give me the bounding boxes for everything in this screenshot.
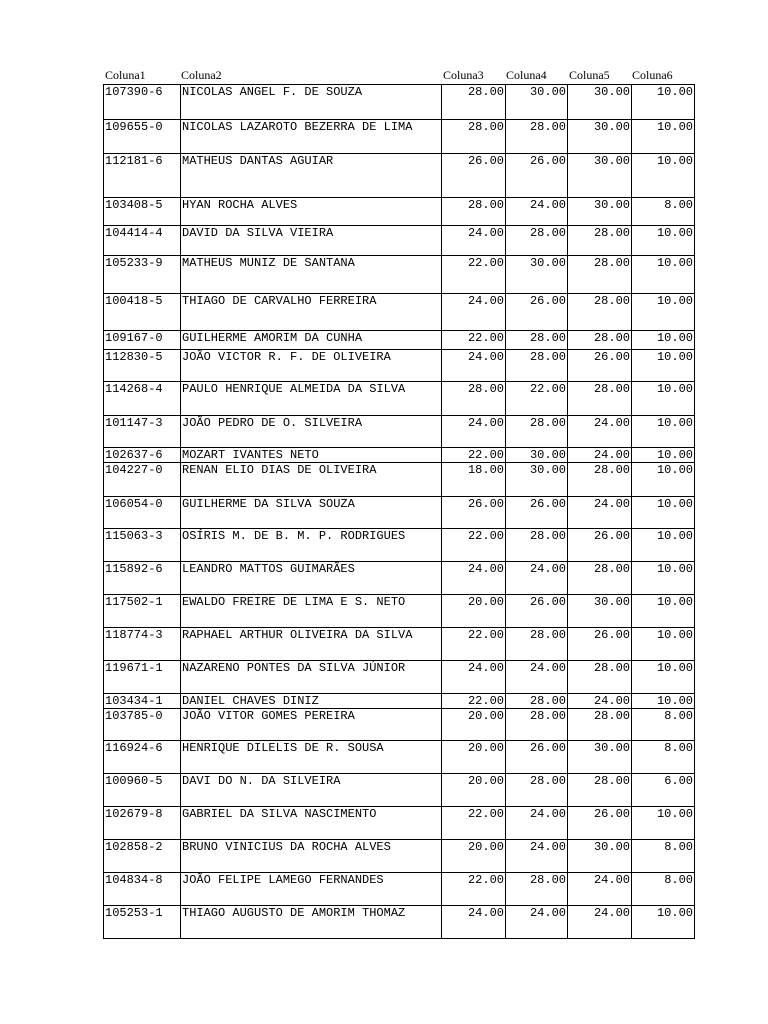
cell-coluna5: 24.00 bbox=[568, 497, 632, 529]
header-coluna3: Coluna3 bbox=[443, 68, 484, 82]
cell-coluna4: 24.00 bbox=[506, 840, 568, 873]
cell-coluna2: DANIEL CHAVES DINIZ bbox=[181, 694, 442, 709]
cell-coluna3: 20.00 bbox=[442, 741, 506, 774]
cell-coluna2: HENRIQUE DILELIS DE R. SOUSA bbox=[181, 741, 442, 774]
cell-coluna1: 112181-6 bbox=[104, 154, 181, 198]
table-row bbox=[104, 774, 695, 807]
cell-coluna4: 22.00 bbox=[506, 382, 568, 416]
cell-coluna6: 10.00 bbox=[632, 120, 695, 154]
cell-coluna2: LEANDRO MATTOS GUIMARÃES bbox=[181, 562, 442, 595]
table-row bbox=[104, 906, 695, 939]
cell-coluna6: 10.00 bbox=[632, 85, 695, 120]
cell-coluna1: 104227-0 bbox=[104, 463, 181, 497]
table-row bbox=[104, 448, 695, 463]
cell-coluna2: GUILHERME DA SILVA SOUZA bbox=[181, 497, 442, 529]
cell-coluna6: 10.00 bbox=[632, 331, 695, 350]
table-row bbox=[104, 741, 695, 774]
cell-coluna2: JOÃO PEDRO DE O. SILVEIRA bbox=[181, 416, 442, 448]
cell-coluna3: 22.00 bbox=[442, 873, 506, 906]
cell-coluna5: 30.00 bbox=[568, 595, 632, 628]
cell-coluna5: 24.00 bbox=[568, 448, 632, 463]
cell-coluna3: 22.00 bbox=[442, 331, 506, 350]
cell-coluna5: 24.00 bbox=[568, 906, 632, 939]
cell-coluna4: 28.00 bbox=[506, 350, 568, 382]
cell-coluna5: 28.00 bbox=[568, 382, 632, 416]
cell-coluna5: 30.00 bbox=[568, 840, 632, 873]
cell-coluna1: 103785-0 bbox=[104, 709, 181, 741]
column-headers bbox=[0, 67, 768, 83]
table-row bbox=[104, 382, 695, 416]
cell-coluna5: 30.00 bbox=[568, 741, 632, 774]
cell-coluna4: 30.00 bbox=[506, 85, 568, 120]
cell-coluna6: 10.00 bbox=[632, 382, 695, 416]
cell-coluna6: 10.00 bbox=[632, 226, 695, 256]
cell-coluna5: 30.00 bbox=[568, 85, 632, 120]
table-row bbox=[104, 416, 695, 448]
cell-coluna2: NICOLAS LAZAROTO BEZERRA DE LIMA bbox=[181, 120, 442, 154]
cell-coluna1: 109655-0 bbox=[104, 120, 181, 154]
cell-coluna5: 24.00 bbox=[568, 694, 632, 709]
cell-coluna5: 24.00 bbox=[568, 416, 632, 448]
cell-coluna2: EWALDO FREIRE DE LIMA E S. NETO bbox=[181, 595, 442, 628]
cell-coluna3: 28.00 bbox=[442, 85, 506, 120]
cell-coluna1: 102679-8 bbox=[104, 807, 181, 840]
cell-coluna2: JOÃO VITOR GOMES PEREIRA bbox=[181, 709, 442, 741]
cell-coluna4: 30.00 bbox=[506, 463, 568, 497]
cell-coluna1: 100418-5 bbox=[104, 294, 181, 331]
cell-coluna6: 8.00 bbox=[632, 840, 695, 873]
table-row bbox=[104, 198, 695, 226]
cell-coluna6: 10.00 bbox=[632, 497, 695, 529]
cell-coluna5: 28.00 bbox=[568, 661, 632, 694]
cell-coluna3: 22.00 bbox=[442, 807, 506, 840]
cell-coluna5: 26.00 bbox=[568, 529, 632, 562]
header-coluna5: Coluna5 bbox=[569, 68, 610, 82]
cell-coluna3: 24.00 bbox=[442, 294, 506, 331]
cell-coluna5: 24.00 bbox=[568, 873, 632, 906]
cell-coluna2: THIAGO AUGUSTO DE AMORIM THOMAZ bbox=[181, 906, 442, 939]
table-row bbox=[104, 226, 695, 256]
cell-coluna3: 24.00 bbox=[442, 562, 506, 595]
cell-coluna3: 22.00 bbox=[442, 529, 506, 562]
table-row bbox=[104, 807, 695, 840]
cell-coluna6: 8.00 bbox=[632, 873, 695, 906]
cell-coluna2: MOZART IVANTES NETO bbox=[181, 448, 442, 463]
cell-coluna4: 24.00 bbox=[506, 562, 568, 595]
cell-coluna3: 18.00 bbox=[442, 463, 506, 497]
cell-coluna4: 26.00 bbox=[506, 741, 568, 774]
cell-coluna5: 30.00 bbox=[568, 198, 632, 226]
cell-coluna6: 8.00 bbox=[632, 741, 695, 774]
cell-coluna3: 20.00 bbox=[442, 709, 506, 741]
cell-coluna1: 119671-1 bbox=[104, 661, 181, 694]
table-row bbox=[104, 120, 695, 154]
cell-coluna4: 26.00 bbox=[506, 497, 568, 529]
cell-coluna5: 28.00 bbox=[568, 294, 632, 331]
cell-coluna1: 102858-2 bbox=[104, 840, 181, 873]
cell-coluna1: 105233-9 bbox=[104, 256, 181, 294]
cell-coluna1: 116924-6 bbox=[104, 741, 181, 774]
cell-coluna5: 28.00 bbox=[568, 226, 632, 256]
table-row bbox=[104, 661, 695, 694]
cell-coluna4: 28.00 bbox=[506, 694, 568, 709]
table-row bbox=[104, 463, 695, 497]
cell-coluna5: 28.00 bbox=[568, 562, 632, 595]
cell-coluna1: 106054-0 bbox=[104, 497, 181, 529]
cell-coluna2: JOÃO FELIPE LAMEGO FERNANDES bbox=[181, 873, 442, 906]
cell-coluna6: 10.00 bbox=[632, 807, 695, 840]
cell-coluna2: JOÃO VICTOR R. F. DE OLIVEIRA bbox=[181, 350, 442, 382]
table-row bbox=[104, 562, 695, 595]
cell-coluna1: 109167-0 bbox=[104, 331, 181, 350]
cell-coluna5: 28.00 bbox=[568, 709, 632, 741]
cell-coluna4: 28.00 bbox=[506, 226, 568, 256]
cell-coluna3: 22.00 bbox=[442, 256, 506, 294]
cell-coluna2: BRUNO VINICIUS DA ROCHA ALVES bbox=[181, 840, 442, 873]
data-table bbox=[103, 84, 695, 939]
cell-coluna3: 24.00 bbox=[442, 416, 506, 448]
cell-coluna1: 115063-3 bbox=[104, 529, 181, 562]
table-row bbox=[104, 256, 695, 294]
cell-coluna3: 24.00 bbox=[442, 226, 506, 256]
cell-coluna4: 30.00 bbox=[506, 448, 568, 463]
header-coluna6: Coluna6 bbox=[632, 68, 673, 82]
cell-coluna6: 10.00 bbox=[632, 628, 695, 661]
cell-coluna3: 22.00 bbox=[442, 628, 506, 661]
cell-coluna3: 20.00 bbox=[442, 595, 506, 628]
cell-coluna2: PAULO HENRIQUE ALMEIDA DA SILVA bbox=[181, 382, 442, 416]
cell-coluna1: 112830-5 bbox=[104, 350, 181, 382]
cell-coluna1: 104834-8 bbox=[104, 873, 181, 906]
header-coluna2: Coluna2 bbox=[181, 68, 222, 82]
cell-coluna4: 24.00 bbox=[506, 906, 568, 939]
cell-coluna2: DAVID DA SILVA VIEIRA bbox=[181, 226, 442, 256]
cell-coluna4: 30.00 bbox=[506, 256, 568, 294]
cell-coluna6: 10.00 bbox=[632, 256, 695, 294]
cell-coluna6: 10.00 bbox=[632, 529, 695, 562]
cell-coluna4: 28.00 bbox=[506, 709, 568, 741]
cell-coluna6: 10.00 bbox=[632, 562, 695, 595]
cell-coluna1: 115892-6 bbox=[104, 562, 181, 595]
table-row bbox=[104, 529, 695, 562]
cell-coluna2: DAVI DO N. DA SILVEIRA bbox=[181, 774, 442, 807]
cell-coluna3: 20.00 bbox=[442, 840, 506, 873]
cell-coluna6: 10.00 bbox=[632, 154, 695, 198]
cell-coluna3: 22.00 bbox=[442, 694, 506, 709]
cell-coluna6: 8.00 bbox=[632, 709, 695, 741]
cell-coluna3: 26.00 bbox=[442, 154, 506, 198]
cell-coluna4: 24.00 bbox=[506, 198, 568, 226]
cell-coluna6: 10.00 bbox=[632, 416, 695, 448]
table-row bbox=[104, 331, 695, 350]
table-row bbox=[104, 85, 695, 120]
cell-coluna6: 10.00 bbox=[632, 463, 695, 497]
cell-coluna5: 28.00 bbox=[568, 463, 632, 497]
cell-coluna4: 26.00 bbox=[506, 154, 568, 198]
cell-coluna2: MATHEUS MUNIZ DE SANTANA bbox=[181, 256, 442, 294]
cell-coluna1: 100960-5 bbox=[104, 774, 181, 807]
cell-coluna3: 24.00 bbox=[442, 906, 506, 939]
cell-coluna1: 103408-5 bbox=[104, 198, 181, 226]
cell-coluna6: 10.00 bbox=[632, 906, 695, 939]
cell-coluna1: 101147-3 bbox=[104, 416, 181, 448]
cell-coluna4: 28.00 bbox=[506, 529, 568, 562]
cell-coluna2: NICOLAS ANGEL F. DE SOUZA bbox=[181, 85, 442, 120]
cell-coluna4: 24.00 bbox=[506, 661, 568, 694]
cell-coluna3: 20.00 bbox=[442, 774, 506, 807]
cell-coluna2: RAPHAEL ARTHUR OLIVEIRA DA SILVA bbox=[181, 628, 442, 661]
cell-coluna1: 118774-3 bbox=[104, 628, 181, 661]
cell-coluna4: 28.00 bbox=[506, 331, 568, 350]
cell-coluna2: GUILHERME AMORIM DA CUNHA bbox=[181, 331, 442, 350]
cell-coluna5: 28.00 bbox=[568, 774, 632, 807]
cell-coluna1: 104414-4 bbox=[104, 226, 181, 256]
cell-coluna4: 26.00 bbox=[506, 595, 568, 628]
cell-coluna5: 26.00 bbox=[568, 628, 632, 661]
cell-coluna2: OSÍRIS M. DE B. M. P. RODRIGUES bbox=[181, 529, 442, 562]
cell-coluna3: 28.00 bbox=[442, 120, 506, 154]
cell-coluna3: 24.00 bbox=[442, 350, 506, 382]
cell-coluna5: 26.00 bbox=[568, 807, 632, 840]
table-row bbox=[104, 709, 695, 741]
cell-coluna2: HYAN ROCHA ALVES bbox=[181, 198, 442, 226]
cell-coluna5: 30.00 bbox=[568, 120, 632, 154]
cell-coluna2: THIAGO DE CARVALHO FERREIRA bbox=[181, 294, 442, 331]
cell-coluna4: 26.00 bbox=[506, 294, 568, 331]
cell-coluna2: NAZARENO PONTES DA SILVA JÚNIOR bbox=[181, 661, 442, 694]
cell-coluna6: 10.00 bbox=[632, 448, 695, 463]
cell-coluna6: 10.00 bbox=[632, 661, 695, 694]
cell-coluna3: 28.00 bbox=[442, 198, 506, 226]
cell-coluna2: MATHEUS DANTAS AGUIAR bbox=[181, 154, 442, 198]
cell-coluna6: 10.00 bbox=[632, 294, 695, 331]
cell-coluna4: 28.00 bbox=[506, 873, 568, 906]
cell-coluna1: 114268-4 bbox=[104, 382, 181, 416]
cell-coluna4: 28.00 bbox=[506, 774, 568, 807]
cell-coluna4: 28.00 bbox=[506, 120, 568, 154]
cell-coluna3: 28.00 bbox=[442, 382, 506, 416]
cell-coluna4: 28.00 bbox=[506, 628, 568, 661]
cell-coluna2: GABRIEL DA SILVA NASCIMENTO bbox=[181, 807, 442, 840]
cell-coluna3: 24.00 bbox=[442, 661, 506, 694]
table-row bbox=[104, 497, 695, 529]
table-row bbox=[104, 873, 695, 906]
cell-coluna5: 30.00 bbox=[568, 154, 632, 198]
cell-coluna1: 117502-1 bbox=[104, 595, 181, 628]
header-coluna1: Coluna1 bbox=[105, 68, 146, 82]
cell-coluna6: 10.00 bbox=[632, 694, 695, 709]
table-body bbox=[104, 85, 695, 939]
cell-coluna6: 6.00 bbox=[632, 774, 695, 807]
cell-coluna4: 28.00 bbox=[506, 416, 568, 448]
table-row bbox=[104, 694, 695, 709]
table-row bbox=[104, 154, 695, 198]
cell-coluna1: 105253-1 bbox=[104, 906, 181, 939]
cell-coluna2: RENAN ELIO DIAS DE OLIVEIRA bbox=[181, 463, 442, 497]
cell-coluna6: 8.00 bbox=[632, 198, 695, 226]
cell-coluna5: 28.00 bbox=[568, 331, 632, 350]
table-row bbox=[104, 628, 695, 661]
cell-coluna6: 10.00 bbox=[632, 595, 695, 628]
header-coluna4: Coluna4 bbox=[506, 68, 547, 82]
cell-coluna1: 102637-6 bbox=[104, 448, 181, 463]
cell-coluna5: 28.00 bbox=[568, 256, 632, 294]
table-row bbox=[104, 350, 695, 382]
cell-coluna4: 24.00 bbox=[506, 807, 568, 840]
cell-coluna5: 26.00 bbox=[568, 350, 632, 382]
cell-coluna6: 10.00 bbox=[632, 350, 695, 382]
cell-coluna3: 26.00 bbox=[442, 497, 506, 529]
table-row bbox=[104, 595, 695, 628]
cell-coluna3: 22.00 bbox=[442, 448, 506, 463]
table-row bbox=[104, 840, 695, 873]
cell-coluna1: 107390-6 bbox=[104, 85, 181, 120]
table-row bbox=[104, 294, 695, 331]
cell-coluna1: 103434-1 bbox=[104, 694, 181, 709]
